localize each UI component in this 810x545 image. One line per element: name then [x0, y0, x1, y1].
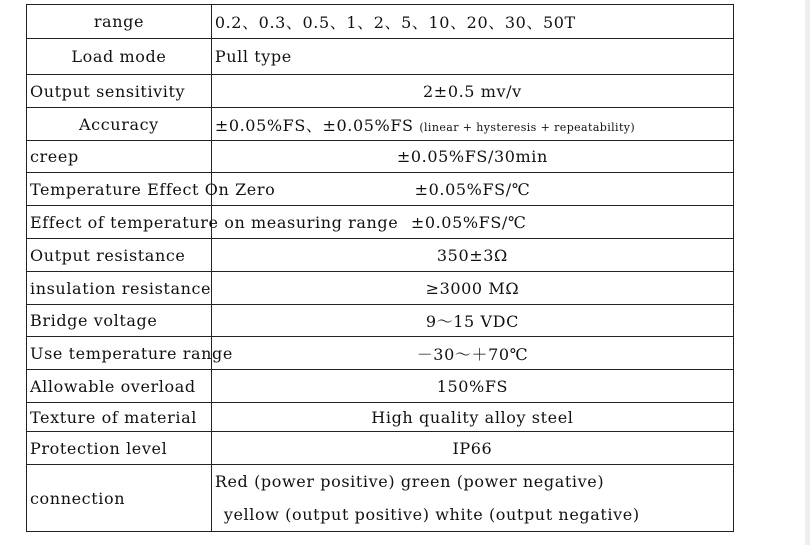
row-value — [211, 108, 733, 141]
row-label: Accuracy — [27, 108, 212, 141]
table-row — [27, 173, 734, 206]
table-row — [27, 272, 734, 305]
accuracy-value: ±0.05%FS、±0.05%FS — [214, 115, 414, 135]
row-value: ±0.05%FS/℃ — [211, 173, 733, 206]
table-row — [27, 239, 734, 272]
row-label: creep — [27, 141, 212, 173]
table-row — [27, 370, 734, 403]
row-value: Pull type — [211, 39, 733, 75]
row-value: ±0.05%FS/℃ — [211, 206, 733, 239]
row-value: ±0.05%FS/30min — [211, 141, 733, 173]
connection-line-1: Red (power positive) green (power negative) — [214, 472, 605, 491]
connection-line-2: yellow (output positive) white (output negative) — [223, 505, 640, 524]
row-value: 9～15 VDC — [211, 305, 733, 337]
row-label — [27, 206, 399, 239]
row-value: IP66 — [211, 432, 733, 465]
table-row — [27, 39, 734, 75]
table-row — [27, 5, 734, 39]
row-label: connection — [27, 465, 212, 532]
row-label-text: Temperature Effect On Zero — [30, 179, 276, 199]
row-label: Output resistance — [27, 239, 212, 272]
row-label — [27, 272, 212, 305]
row-label: range — [27, 5, 212, 39]
row-label: Protection level — [27, 432, 212, 465]
table-row — [27, 75, 734, 108]
table-row — [27, 337, 734, 370]
accuracy-note: (linear + hysteresis + repeatability) — [419, 120, 636, 134]
row-label-text: Use temperature range — [30, 343, 233, 363]
row-label: Texture of material — [27, 403, 212, 432]
row-value: －30～＋70℃ — [211, 337, 733, 370]
scrollbar-track — [805, 0, 810, 545]
table-row — [27, 305, 734, 337]
table-row — [27, 108, 734, 141]
table-row — [27, 465, 734, 532]
row-value: 350±3Ω — [211, 239, 733, 272]
row-label — [27, 337, 233, 370]
row-value: 150%FS — [211, 370, 733, 403]
row-label: Bridge voltage — [27, 305, 212, 337]
table-row — [27, 432, 734, 465]
row-value: ≥3000 MΩ — [211, 272, 733, 305]
row-label: Allowable overload — [27, 370, 212, 403]
row-label-text: Effect of temperature on measuring range — [30, 212, 399, 232]
row-label-text: insulation resistance — [30, 278, 212, 298]
table-row — [27, 403, 734, 432]
row-value: High quality alloy steel — [211, 403, 733, 432]
row-label — [27, 173, 276, 206]
row-value — [211, 465, 733, 532]
specification-table — [26, 4, 734, 532]
table-row — [27, 141, 734, 173]
row-value: 2±0.5 mv/v — [211, 75, 733, 108]
table-row — [27, 206, 734, 239]
row-label: Load mode — [27, 39, 212, 75]
row-label: Output sensitivity — [27, 75, 212, 108]
row-value: 0.2、0.3、0.5、1、2、5、10、20、30、50T — [211, 5, 733, 39]
